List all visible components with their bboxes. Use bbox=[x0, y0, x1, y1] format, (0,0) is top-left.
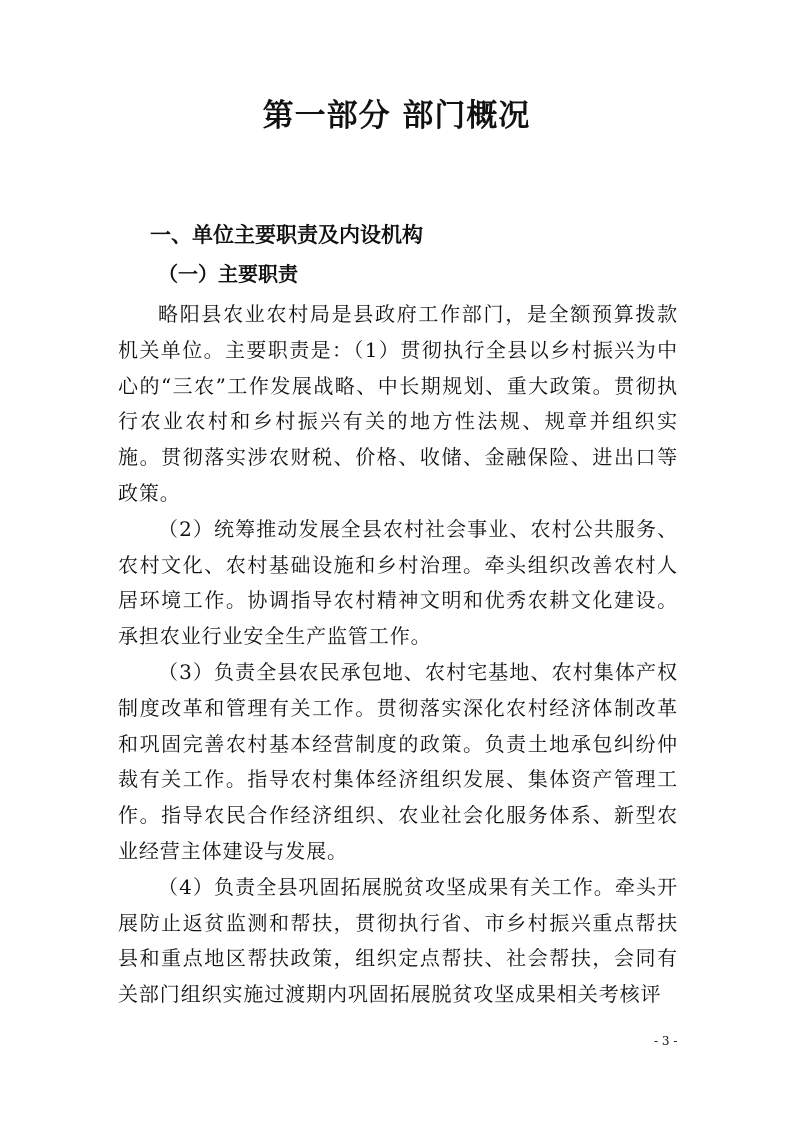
sub-heading: （一）主要职责 bbox=[158, 262, 298, 286]
paragraph-3: （3）负责全县农民承包地、农村宅基地、农村集体产权制度改革和管理有关工作。贯彻落实深化农村经济体制改革和巩固完善农村基本经营制度的政策。负责土地承包纠纷仲裁有关工作。指导农村集体经济组织发展、集体资产管理工作。指导农民合作经济组织、农业社会化服务体系、新型农业经营主体建设与发展。 bbox=[118, 659, 678, 863]
paragraph-4: （4）负责全县巩固拓展脱贫攻坚成果有关工作。牵头开展防止返贫监测和帮扶，贯彻执行省、市乡村振兴重点帮扶县和重点地区帮扶政策，组织定点帮扶、社会帮扶，会同有关部门组织实施过渡期内巩固拓展脱贫攻坚成果相关考核评 bbox=[118, 874, 678, 1007]
section-heading: 一、单位主要职责及内设机构 bbox=[150, 223, 423, 247]
paragraph-2: （2）统筹推动发展全县农村社会事业、农村公共服务、农村文化、农村基础设施和乡村治理。牵头组织改善农村人居环境工作。协调指导农村精神文明和优秀农耕文化建设。承担农业行业安全生产监管工作。 bbox=[118, 516, 678, 649]
page-number: - 3 - bbox=[654, 1034, 678, 1048]
body-text bbox=[118, 297, 678, 1013]
page-title: 第一部分 部门概况 bbox=[262, 98, 531, 134]
paragraph-1: 略阳县农业农村局是县政府工作部门，是全额预算拨款机关单位。主要职责是：（1）贯彻执行全县以乡村振兴为中心的“三农”工作发展战略、中长期规划、重大政策。贯彻执行农业农村和乡村振兴有关的地方性法规、规章并组织实施。贯彻落实涉农财税、价格、收储、金融保险、进出口等政策。 bbox=[118, 302, 678, 505]
